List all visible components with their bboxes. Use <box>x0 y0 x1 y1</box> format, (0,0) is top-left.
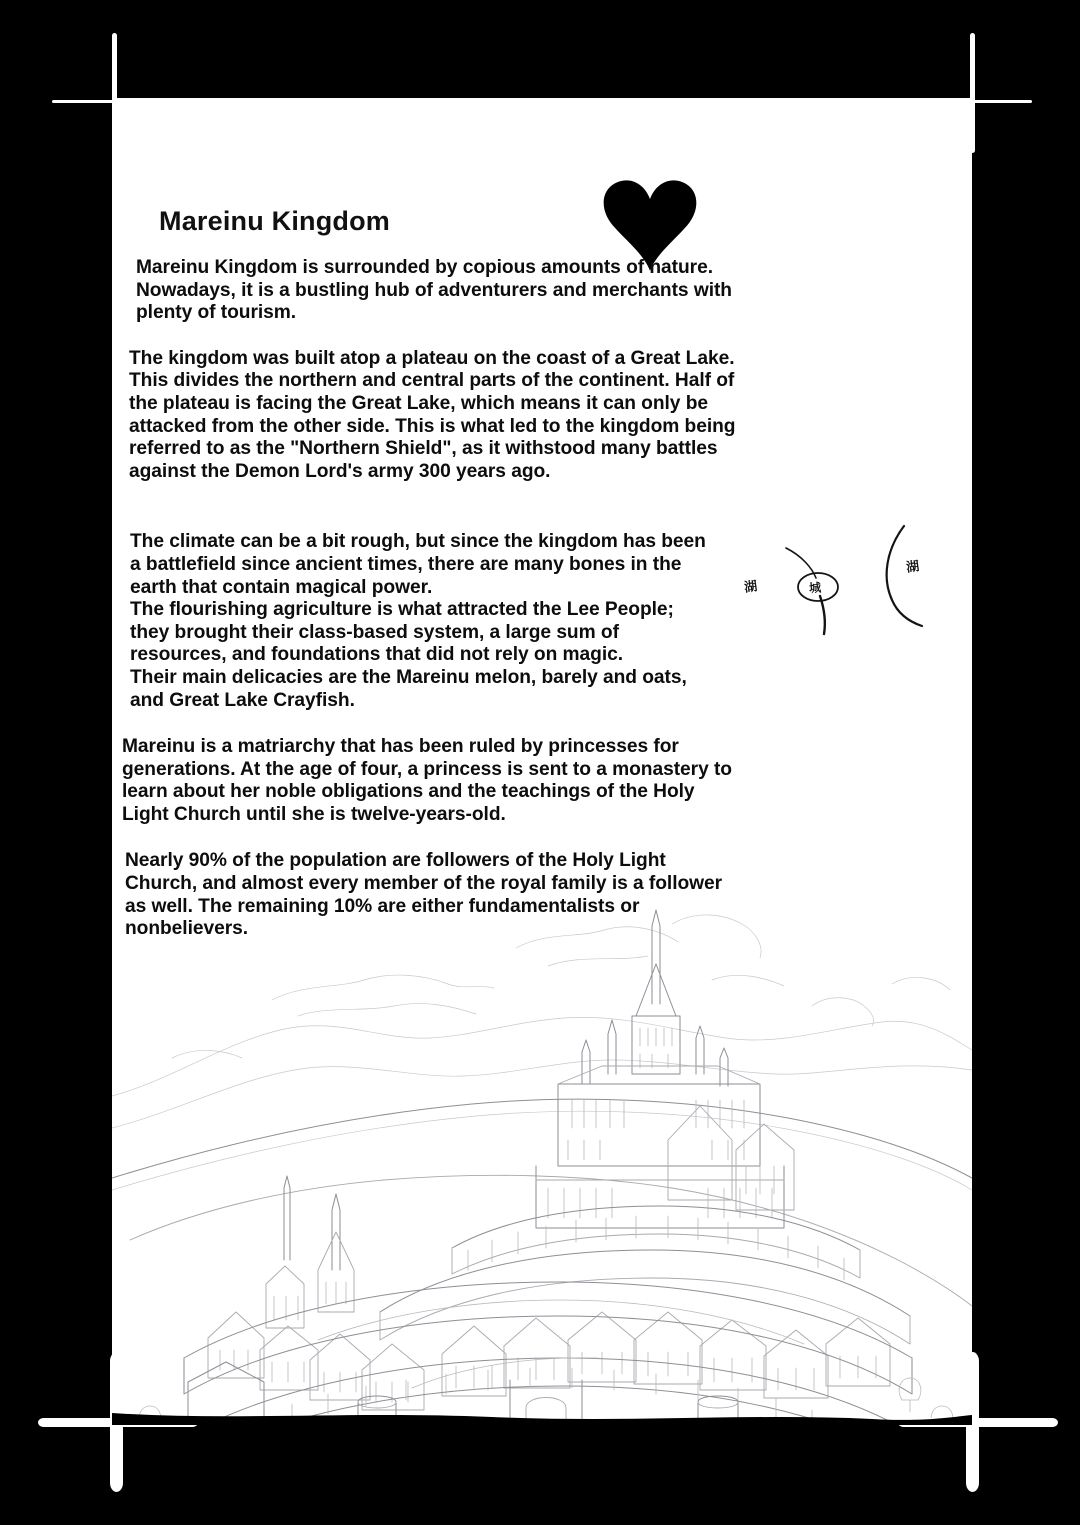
paragraph-line: Their main delicacies are the Mareinu melon, barely and oats, <box>130 666 687 688</box>
paragraph-line: earth that contain magical power. <box>130 576 433 598</box>
paragraph-line: they brought their class-based system, a large sum of <box>130 621 619 643</box>
paragraph-matriarchy <box>112 736 972 826</box>
paragraph-faith <box>112 850 972 940</box>
annotation-label-castle: 城 <box>808 580 822 596</box>
paragraph-line: Mareinu Kingdom is surrounded by copious amounts of nature. <box>136 257 713 278</box>
annotation-label-lake: 湖 <box>743 579 759 596</box>
corner-mark-top-right <box>912 33 1032 153</box>
paragraph-line: as well. The remaining 10% are either fundamentalists or <box>125 895 640 917</box>
paragraph-built <box>112 348 972 484</box>
paragraph-line: Mareinu is a matriarchy that has been ruled by princesses for <box>122 736 679 758</box>
paragraph-line: resources, and foundations that did not rely on magic. <box>130 644 624 666</box>
paragraph-line: Nowadays, it is a bustling hub of adventurers and merchants with <box>136 279 732 301</box>
paragraph-line: Church, and almost every member of the royal family is a follower <box>125 873 723 895</box>
paragraph-line: Light Church until she is twelve-years-old. <box>122 803 506 825</box>
corner-mark-top-left <box>52 33 172 153</box>
paragraph-line: referred to as the "Northern Shield", as it withstood many battles <box>129 438 718 460</box>
paragraph-line: This divides the northern and central parts of the continent. Half of <box>129 370 735 392</box>
paragraph-line: plenty of tourism. <box>136 302 297 324</box>
paragraph-line: the plateau is facing the Great Lake, which means it can only be <box>129 392 708 414</box>
paragraph-line: attacked from the other side. This is what led to the kingdom being <box>129 415 736 437</box>
paragraph-line: a battlefield since ancient times, there are many bones in the <box>130 553 682 575</box>
paragraph-line: nonbelievers. <box>125 918 249 940</box>
annotation-lake-2 <box>874 520 954 630</box>
paragraph-line: generations. At the age of four, a princess is sent to a monastery to <box>122 758 732 780</box>
corner-mark-horizontal <box>912 100 1032 103</box>
page-title: Mareinu Kingdom <box>159 206 390 236</box>
paragraph-line: The kingdom was built atop a plateau on the coast of a Great Lake. <box>129 347 735 369</box>
paragraph-line: The climate can be a bit rough, but since the kingdom has been <box>130 531 706 553</box>
city-illustration <box>112 888 972 1425</box>
paragraph-line: and Great Lake Crayfish. <box>130 689 355 711</box>
paragraph-line: against the Demon Lord's army 300 years ago. <box>129 460 551 482</box>
paragraph-line: The flourishing agriculture is what attracted the Lee People; <box>130 599 674 621</box>
corner-mark-vertical <box>970 33 975 153</box>
paper-bottom-edge <box>112 1409 972 1425</box>
corner-mark-vertical <box>112 33 117 153</box>
annotation-label-lake: 湖 <box>905 559 921 576</box>
article-content <box>112 98 972 941</box>
paragraph-line: learn about her noble obligations and the teachings of the Holy <box>122 781 695 803</box>
paper-page <box>112 98 972 1425</box>
corner-mark-horizontal <box>52 100 172 103</box>
annotation-lake-and-castle <box>740 530 870 640</box>
paragraph-intro <box>112 257 972 325</box>
paragraph-line: Nearly 90% of the population are followers of the Holy Light <box>125 850 666 872</box>
